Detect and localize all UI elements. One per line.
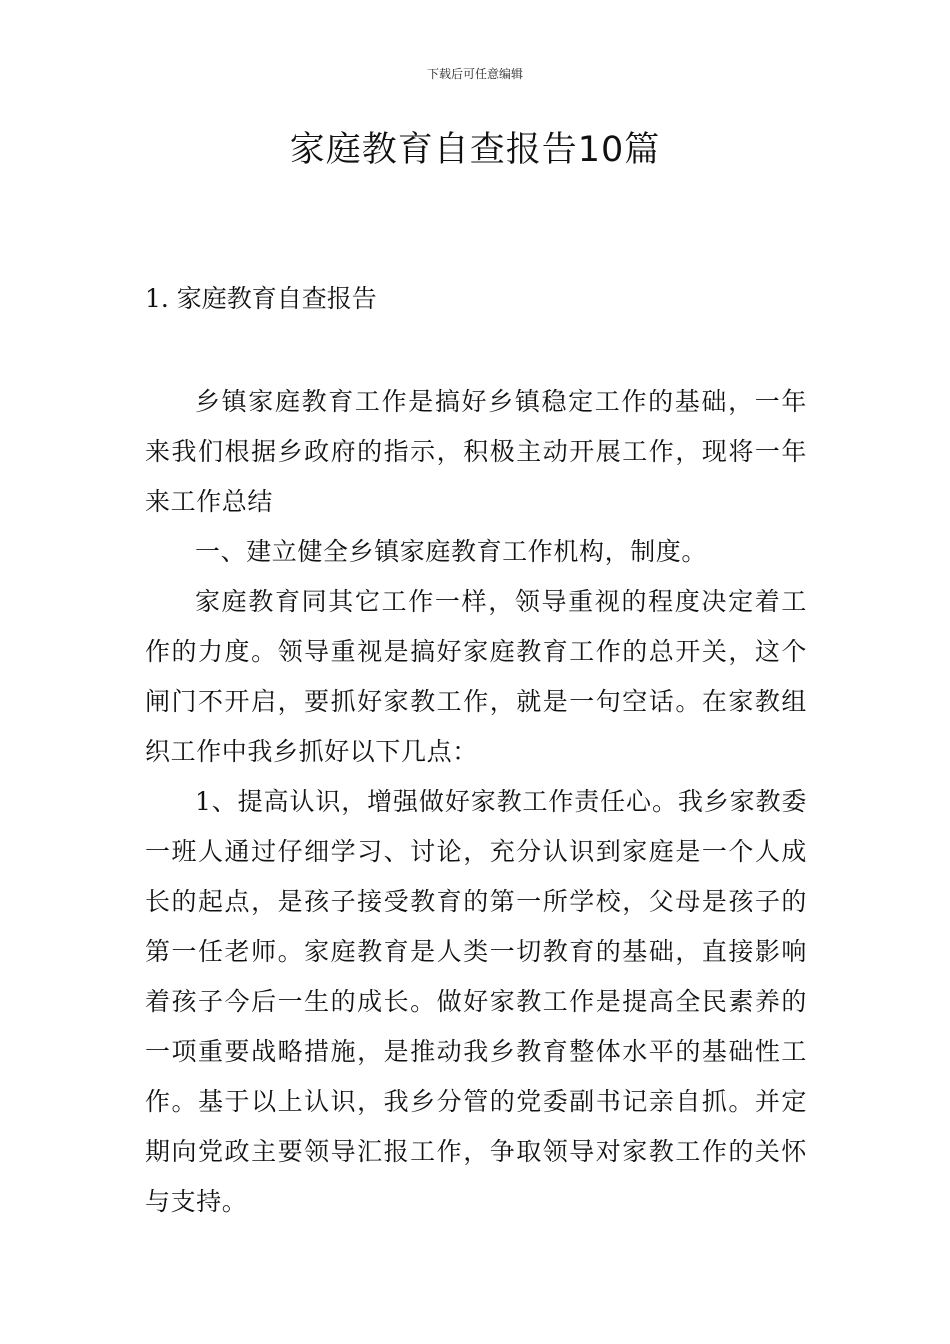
page-header-note: 下载后可任意编辑 [426, 67, 523, 81]
section-heading: 1. 家庭教育自查报告 [145, 284, 377, 313]
paragraph-subheading-1: 一、建立健全乡镇家庭教育工作机构，制度。 [195, 537, 708, 566]
document-title: 家庭教育自查报告10篇 [289, 130, 661, 170]
document-body [145, 377, 807, 1227]
paragraph-leadership: 家庭教育同其它工作一样，领导重视的程度决定着工作的力度。领导重视是搞好家庭教育工作的总开关，这个闸门不开启，要抓好家教工作，就是一句空话。在家教组织工作中我乡抓好以下几点： [145, 587, 807, 766]
paragraph-intro: 乡镇家庭教育工作是搞好乡镇稳定工作的基础，一年来我们根据乡政府的指示，积极主动开展工作，现将一年来工作总结 [145, 387, 807, 516]
paragraph-point-1: 1、提高认识，增强做好家教工作责任心。我乡家教委一班人通过仔细学习、讨论，充分认识到家庭是一个人成长的起点，是孩子接受教育的第一所学校，父母是孩子的第一任老师。家庭教育是人类一切教育的基础，直接影响着孩子今后一生的成长。做好家教工作是提高全民素养的一项重要战略措施，是推动我乡教育整体水平的基础性工作。基于以上认识，我乡分管的党委副书记亲自抓。并定期向党政主要领导汇报工作，争取领导对家教工作的关怀与支持。 [145, 787, 807, 1216]
